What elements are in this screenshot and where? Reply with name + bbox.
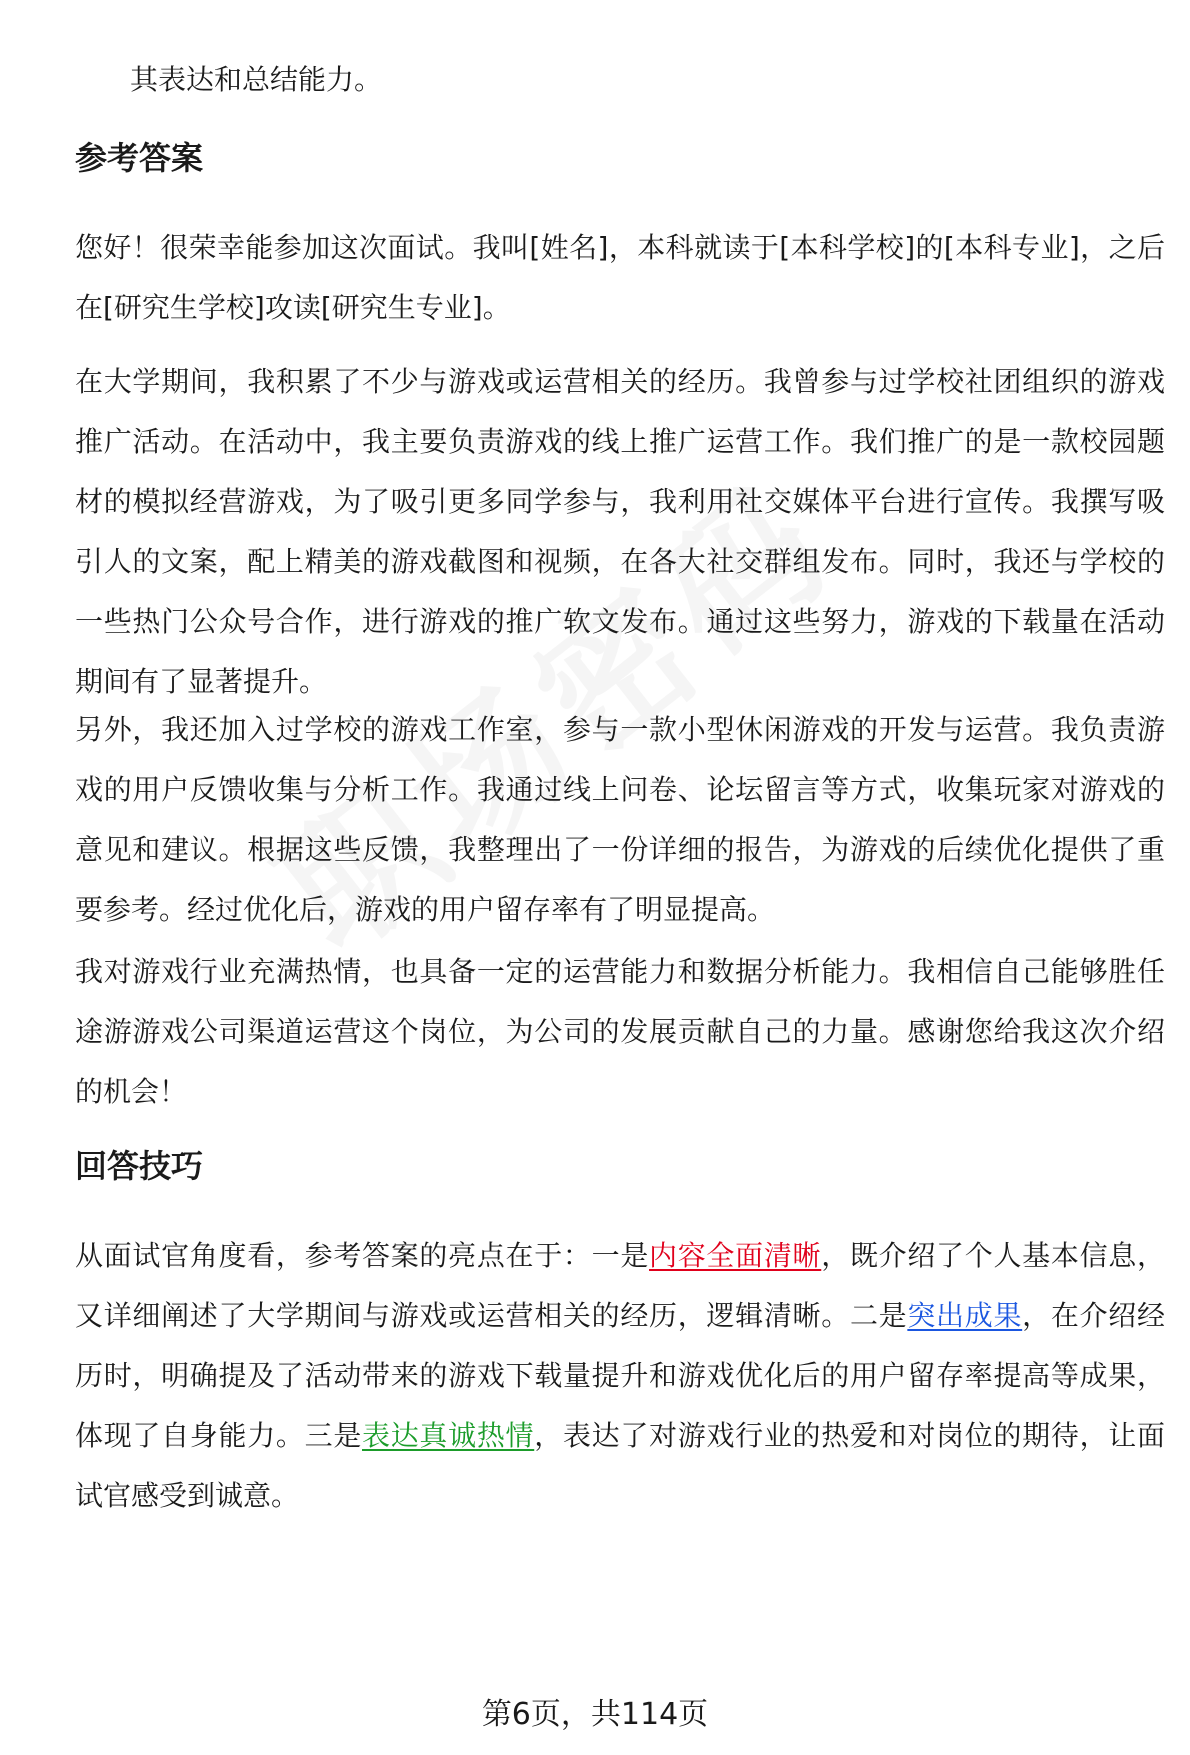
paragraph-text: 您好！很荣幸能参加这次面试。我叫[姓名]，本科就读于[本科学校]的[本科专业]，之后在[研究生学校]攻读[研究生专业]。 [75,231,1165,324]
highlight-sincere-passion: 表达真诚热情 [362,1419,535,1452]
answer-paragraph-1 [75,218,1165,338]
tips-heading: 回答技巧 [75,1147,204,1185]
highlight-content-clear: 内容全面清晰 [649,1239,822,1272]
paragraph-text: 我对游戏行业充满热情，也具备一定的运营能力和数据分析能力。我相信自己能够胜任途游游戏公司渠道运营这个岗位，为公司的发展贡献自己的力量。感谢您给我这次介绍的机会！ [75,955,1165,1108]
highlight-results: 突出成果 [907,1299,1023,1332]
paragraph-text: 在大学期间，我积累了不少与游戏或运营相关的经历。我曾参与过学校社团组织的游戏推广活动。在活动中，我主要负责游戏的线上推广运营工作。我们推广的是一款校园题材的模拟经营游戏，为了吸引更多同学参与，我利用社交媒体平台进行宣传。我撰写吸引人的文案，配上精美的游戏截图和视频，在各大社交群组发布。同时，我还与学校的一些热门公众号合作，进行游戏的推广软文发布。通过这些努力，游戏的下载量在活动期间有了显著提升。 [75,365,1165,698]
tips-paragraph [75,1226,1165,1526]
answer-paragraph-3 [75,700,1165,940]
tips-text-part-2: ，既介绍了个人基本信息，又详细阐述了大学期间与游戏或运营相关的经历，逻辑清晰。二是 [75,1239,1165,1332]
answer-heading: 参考答案 [75,139,204,177]
tips-text-part-1: 从面试官角度看，参考答案的亮点在于：一是 [75,1239,650,1272]
tips-text-part-3: ，在介绍经历时，明确提及了活动带来的游戏下载量提升和游戏优化后的用户留存率提高等成果，体现了自身能力。三是 [75,1299,1165,1452]
paragraph-text: 另外，我还加入过学校的游戏工作室，参与一款小型休闲游戏的开发与运营。我负责游戏的用户反馈收集与分析工作。我通过线上问卷、论坛留言等方式，收集玩家对游戏的意见和建议。根据这些反馈，我整理出了一份详细的报告，为游戏的后续优化提供了重要参考。经过优化后，游戏的用户留存率有了明显提高。 [75,713,1165,926]
page-number: 第6页，共114页 [481,1697,709,1732]
tips-text-part-4: ，表达了对游戏行业的热爱和对岗位的期待，让面试官感受到诚意。 [75,1419,1165,1512]
answer-paragraph-4 [75,942,1165,1122]
tips-text [75,1226,1165,1526]
answer-paragraph-2 [75,352,1165,712]
continuation-text: 其表达和总结能力。 [130,63,383,96]
